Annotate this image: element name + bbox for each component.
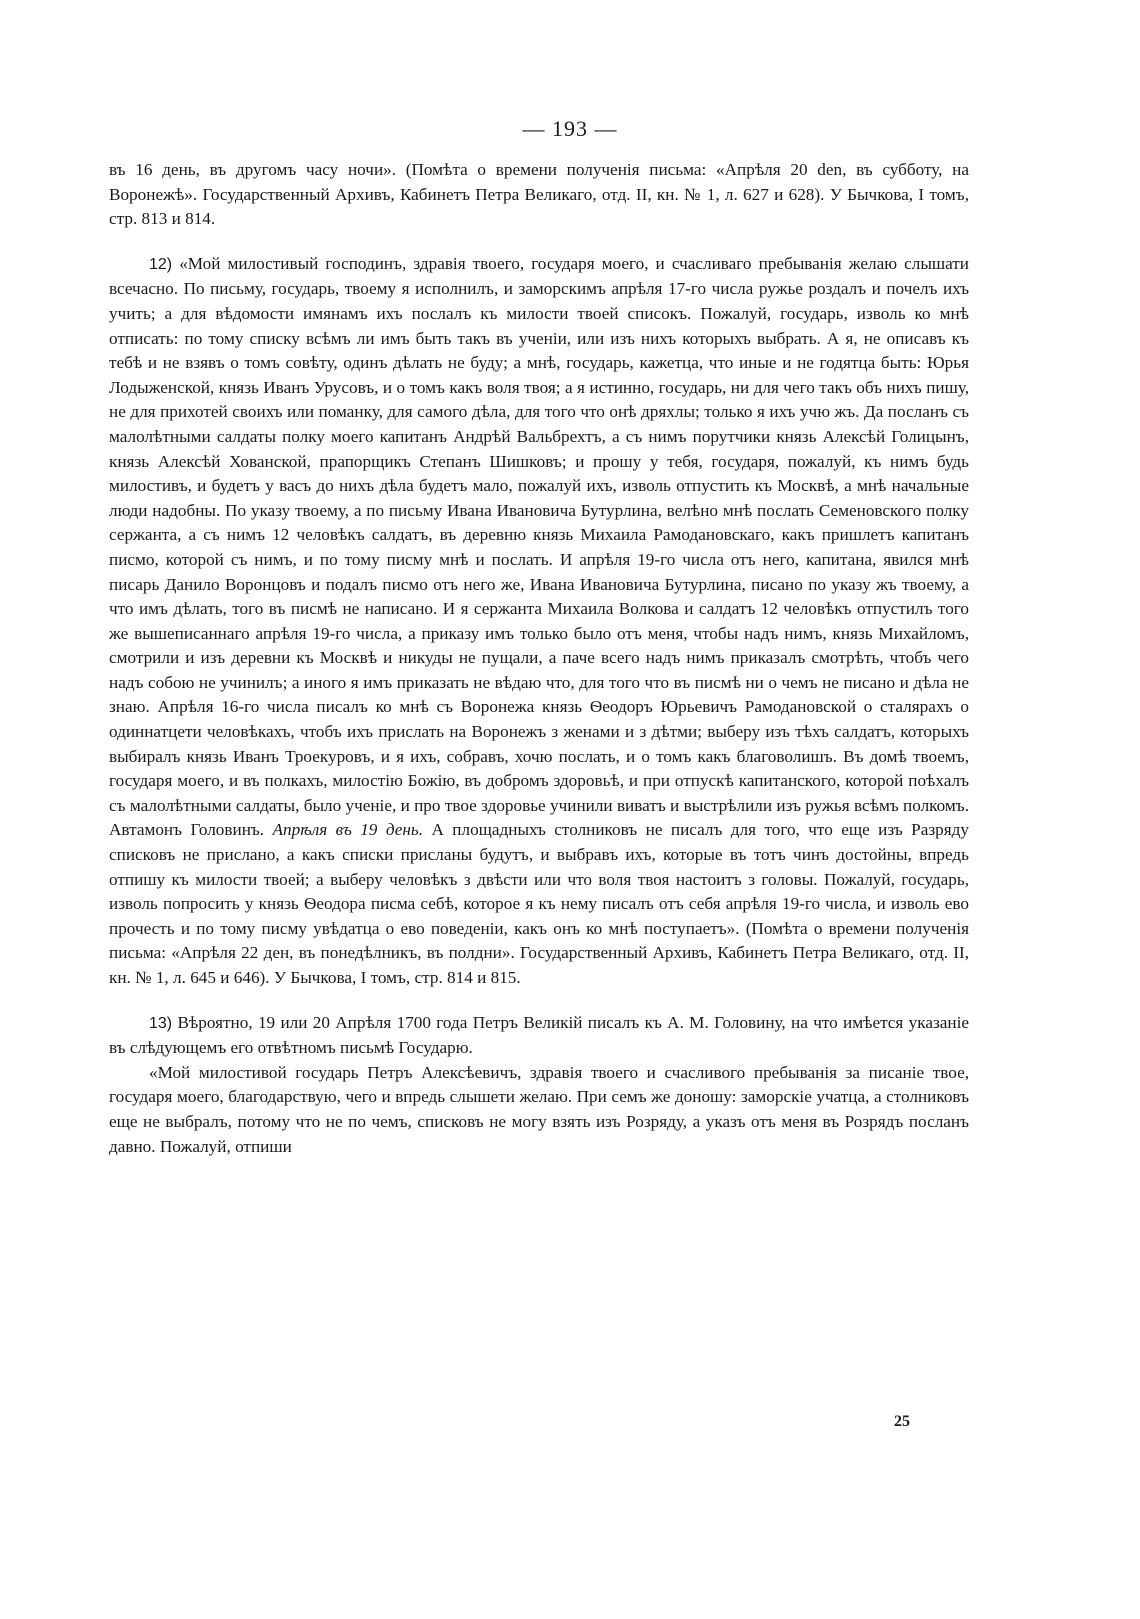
paragraph-number-12: 12): [149, 255, 173, 273]
letter-golovin-text: «Мой милостивый господинъ, здравія твоего, государя моего, и счасливаго пребыванія желаю слышати всечасно. По письму, государь, твоему я исполнилъ, и заморскимъ апрѣля 17-го числа ружье роздалъ и почелъ ихъ учить; а для вѣдомости имянамъ ихъ послалъ къ милости твоей списокъ. Пожалуй, государь, изволь ко мнѣ отписать: по тому списку всѣмъ ли имъ быть такъ въ ученіи, или изъ нихъ которыхъ выбрать. А я, не описавъ къ тебѣ и не взявъ о томъ совѣту, одинъ дѣлать не буду; а мнѣ, государь, кажетца, что иные и не годятца быть: Юрья Лодыженской, князь Иванъ Урусовъ, и о томъ какъ воля твоя; а я истинно, государь, ни для чего такъ объ нихъ пишу, не для прихотей своихъ или поманку, для самого дѣла, для того что онѣ дряхлы; только я ихъ учю жъ. Да посланъ съ малолѣтными салдаты полку моего капитанъ Андрѣй Вальбрехтъ, а съ нимъ порутчики князь Алексѣй Голицынъ, князь Алексѣй Хованской, прапорщикъ Степанъ Шишковъ; и прошу у тебя, государя, пожалуй, къ нимъ будь милостивъ, и будетъ у васъ до нихъ дѣла будетъ мало, пожалуй ихъ, изволь отпустить къ Москвѣ, а мнѣ начальные люди надобны. По указу твоему, а по письму Ивана Ивановича Бутурлина, велѣно мнѣ послать Семеновского полку сержанта, а съ нимъ 12 человѣкъ салдатъ, въ деревню князь Михаила Рамодановскаго, какъ пришлетъ капитанъ писмо, которой съ нимъ, и по тому писму мнѣ и послать. И апрѣля 19-го числа отъ него, капитана, явился мнѣ писарь Данило Воронцовъ и подалъ писмо отъ него же, Ивана Ивановича Бутурлина, писано по указу жъ твоему, а что имъ дѣлать, того въ писмѣ не написано. И я сержанта Михаила Волкова и салдатъ 12 человѣкъ отпустилъ того же вышеписаннаго апрѣля 19-го числа, а приказу имъ только было отъ меня, чтобы надъ нимъ, князь Михайломъ, смотрили и изъ деревни къ Москвѣ и никуды не пущали, а паче всего надъ нимъ приказалъ смотрѣть, чтобъ чего надъ собою не учинилъ; а иного я имъ приказать не вѣдаю что, для того что въ писмѣ ни о чемъ не писано и дѣла не знаю. Апрѣля 16-го числа писалъ ко мнѣ съ Воронежа князь Ѳеодоръ Юрьевичъ Рамодановской о сталярахъ о одиннатцети человѣкахъ, чтобъ ихъ прислать на Воронежъ з женами и з дѣтми; выберу изъ тѣхъ салдатъ, которыхъ выбиралъ князь Иванъ Троекуровъ, и я ихъ, собравъ, хочю послать, и о томъ какъ благоволишъ. Въ домѣ твоемъ, государя моего, и въ полкахъ, милостію Божію, въ добромъ здоровьѣ, и при отпускѣ капитанского, которой поѣхалъ съ малолѣтными салдаты, было ученіе, и про твое здоровье учинили виватъ и выстрѣлили изъ ружья всѣмъ полкомъ. Автамонъ Головинъ.: [109, 253, 969, 840]
letter-golovin-postscript: А площадныхъ столниковъ не писалъ для того, что еще изъ Разряду списковъ не прислано, а какъ списки присланы будутъ, и выбравъ ихъ, которые въ тотъ чинъ достойны, впредь отпишу къ милости твоей; а выберу человѣкъ з двѣсти или что воля твоя настоитъ з головы. Пожалуй, государь, изволь попросить у князь Ѳеодора писма себѣ, которое я къ нему писалъ отъ себя апрѣля 19-го числа, и изволь ево прочесть и по тому писму увѣдатца о ево поведеніи, какъ онъ ко мнѣ поступаетъ». (Помѣта о времени полученія письма: «Апрѣля 22 ден, въ понедѣлникъ, въ полдни». Государственный Архивъ, Кабинетъ Петра Великаго, отд. II, кн. № 1, л. 645 и 646). У Бычкова, I томъ, стр. 814 и 815.: [109, 820, 970, 987]
paragraph-12: [109, 252, 969, 991]
paragraph-continuation: въ 16 день, въ другомъ часу ночи». (Помѣта о времени полученія письма: «Апрѣля 20 den, въ субботу, на Воронежѣ». Государственный Архивъ, Кабинетъ Петра Великаго, отд. II, кн. № 1, л. 627 и 628). У Бычкова, I томъ, стр. 813 и 814.: [109, 160, 969, 229]
letter-date: Апрѣля въ 19 день.: [272, 820, 424, 840]
paragraph-13: [109, 1011, 969, 1061]
document-body: [109, 158, 969, 1159]
letter-reply-text: «Мой милостивой государь Петръ Алексѣевичъ, здравія твоего и счасливого пребыванія за писаніе твое, государя моего, благодарствую, чего и впредь слышети желаю. При семъ же доношу: заморскіе учатца, а столниковъ еще не выбралъ, потому что не по чемъ, списковъ не могу взять изъ Розряду, а указъ отъ меня въ Розрядъ посланъ давно. Пожалуй, отпиши: [109, 1062, 969, 1156]
paragraph-number-13: 13): [149, 1014, 173, 1032]
page-number: — 193 —: [522, 116, 618, 141]
paragraph-13-text: Вѣроятно, 19 или 20 Апрѣля 1700 года Петръ Великій писалъ къ А. М. Головину, на что имѣется указаніе въ слѣдующемъ его отвѣтномъ письмѣ Государю.: [109, 1012, 969, 1058]
signature-mark: 25: [894, 1413, 910, 1430]
